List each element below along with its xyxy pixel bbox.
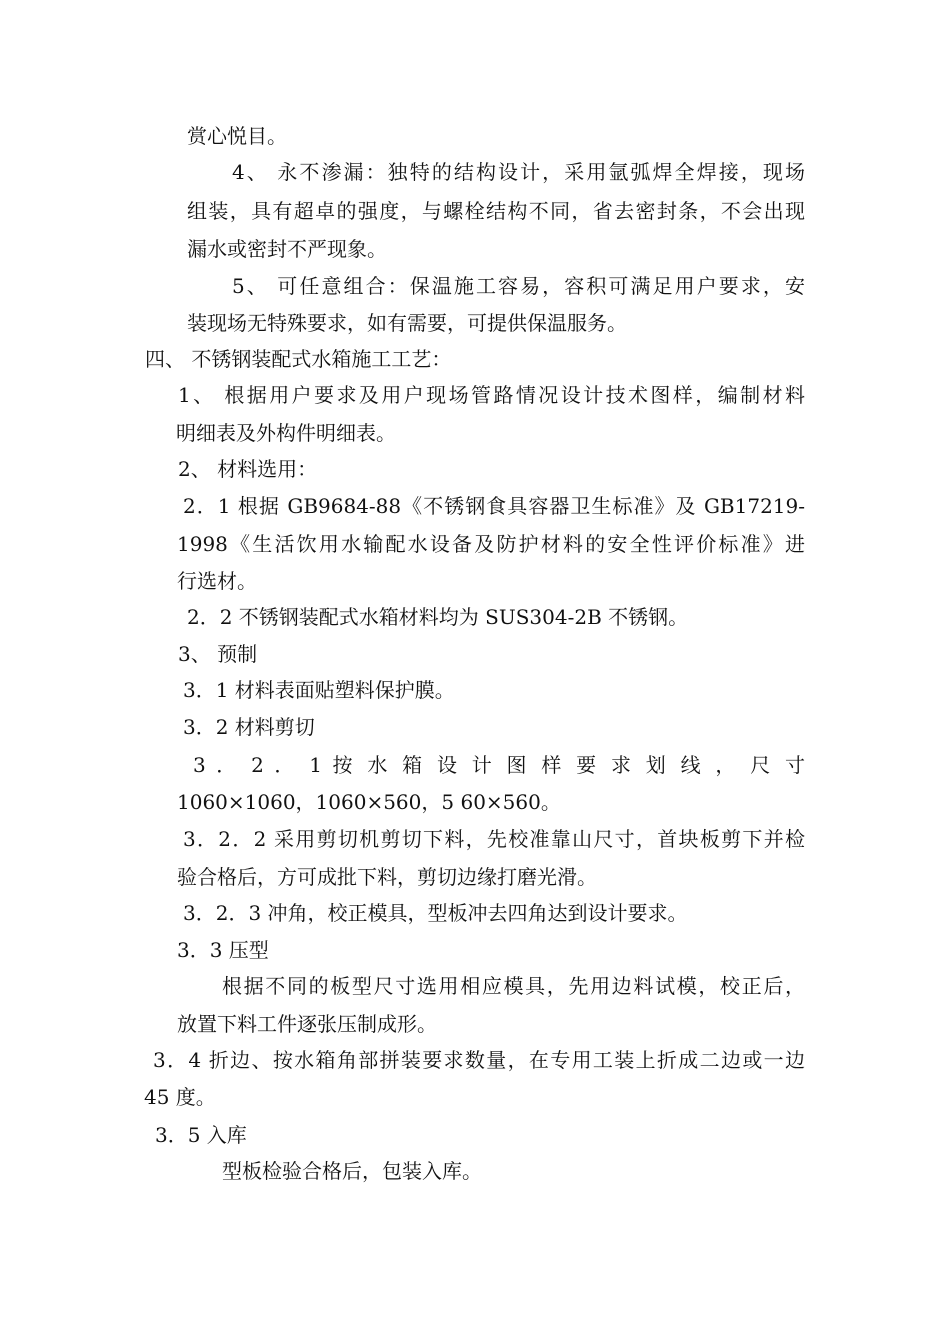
text-line: 2．1 根据 GB9684-88《不锈钢食具容器卫生标准》及 GB17219- xyxy=(183,494,805,518)
text-line: 3 ． 2 ． 1 按 水 箱 设 计 图 样 要 求 划 线 ， 尺 寸 xyxy=(193,753,805,777)
text-line: 放置下料工件逐张压制成形。 xyxy=(177,1012,437,1036)
text-line: 3．3 压型 xyxy=(177,938,269,962)
text-line: 4、 永不渗漏：独特的结构设计，采用氩弧焊全焊接，现场 xyxy=(232,160,805,184)
text-line: 3．4 折边、按水箱角部拼装要求数量，在专用工装上折成二边或一边 xyxy=(153,1048,805,1072)
text-line: 行选材。 xyxy=(177,569,257,593)
text-line: 2．2 不锈钢装配式水箱材料均为 SUS304-2B 不锈钢。 xyxy=(187,605,689,629)
text-line: 装现场无特殊要求，如有需要，可提供保温服务。 xyxy=(187,311,627,335)
text-line: 3．2．2 采用剪切机剪切下料，先校准靠山尺寸，首块板剪下并检 xyxy=(183,827,805,851)
text-line: 根据不同的板型尺寸选用相应模具，先用边料试模，校正后， xyxy=(222,974,805,998)
section-heading: 四、 不锈钢装配式水箱施工工艺： xyxy=(145,347,452,371)
text-line: 3．5 入库 xyxy=(155,1123,247,1147)
text-line: 组装，具有超卓的强度，与螺栓结构不同，省去密封条，不会出现 xyxy=(187,199,805,223)
text-line: 验合格后，方可成批下料，剪切边缘打磨光滑。 xyxy=(177,865,597,889)
text-line: 3．2 材料剪切 xyxy=(183,715,315,739)
text-line: 1998《生活饮用水输配水设备及防护材料的安全性评价标准》进 xyxy=(177,532,805,556)
text-line: 型板检验合格后，包装入库。 xyxy=(222,1159,482,1183)
text-line: 45 度。 xyxy=(144,1085,216,1109)
text-line: 赏心悦目。 xyxy=(187,124,287,148)
text-line: 漏水或密封不严现象。 xyxy=(187,237,387,261)
text-line: 3．2．3 冲角，校正模具，型板冲去四角达到设计要求。 xyxy=(183,901,688,925)
text-line: 明细表及外构件明细表。 xyxy=(176,421,396,445)
text-line: 2、 材料选用： xyxy=(178,457,318,481)
text-line: 3、 预制 xyxy=(178,642,258,666)
text-line: 5、 可任意组合：保温施工容易，容积可满足用户要求，安 xyxy=(232,274,805,298)
text-line: 3．1 材料表面贴塑料保护膜。 xyxy=(183,678,455,702)
text-line: 1060×1060，1060×560，5 60×560。 xyxy=(177,790,561,814)
text-line: 1、 根据用户要求及用户现场管路情况设计技术图样，编制材料 xyxy=(178,383,805,407)
